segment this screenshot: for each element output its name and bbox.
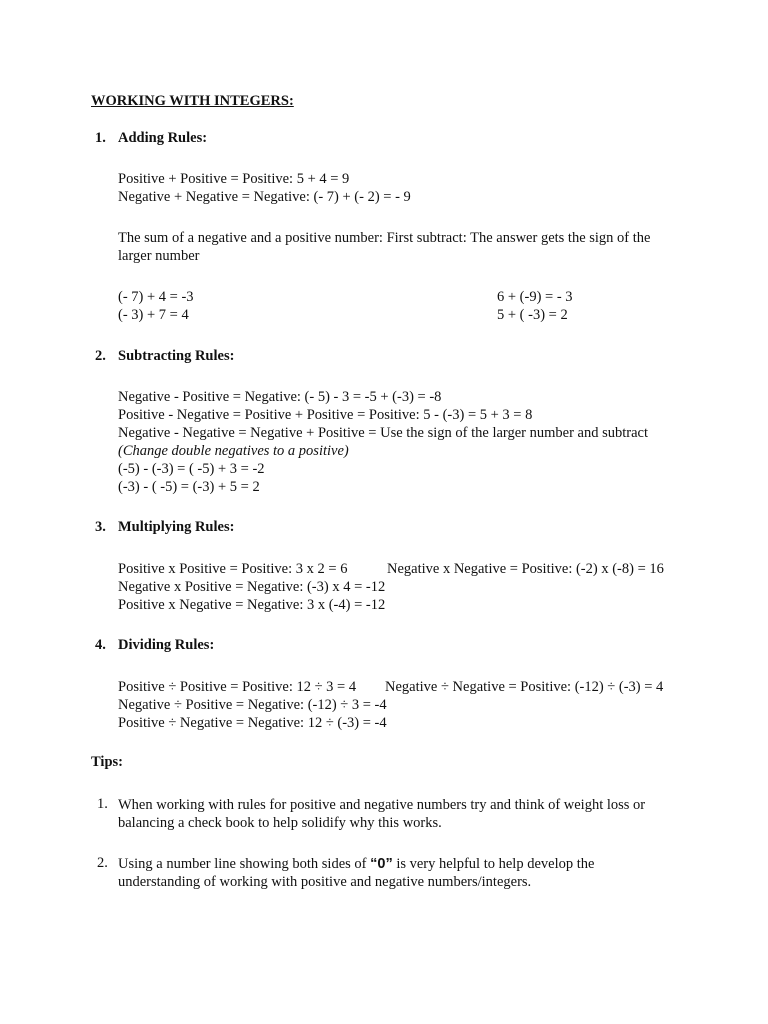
dividing-rule-1b: Negative ÷ Negative = Positive: (-12) ÷ (-3) = 4 bbox=[385, 679, 664, 695]
multiplying-rule-2: Negative x Positive = Negative: (-3) x 4 = -12 bbox=[118, 579, 386, 595]
adding-example-left-1: (- 7) + 4 = -3 bbox=[118, 289, 194, 305]
adding-rules-number: 1. bbox=[95, 130, 106, 146]
adding-example-right-1: 6 + (-9) = - 3 bbox=[497, 289, 573, 305]
subtracting-rules-title: Subtracting Rules: bbox=[118, 348, 235, 364]
subtracting-example-2: (-3) - ( -5) = (-3) + 5 = 2 bbox=[118, 479, 260, 495]
dividing-rules-title: Dividing Rules: bbox=[118, 637, 215, 653]
adding-rules-heading bbox=[95, 130, 207, 147]
adding-example-right-2: 5 + ( -3) = 2 bbox=[497, 307, 568, 323]
subtracting-rules-number: 2. bbox=[95, 348, 106, 364]
multiplying-rule-1: Positive x Positive = Positive: 3 x 2 = 6 bbox=[118, 561, 348, 577]
multiplying-rule-3: Positive x Negative = Negative: 3 x (-4) = -12 bbox=[118, 597, 386, 613]
tip-2-text-start: Using a number line showing both sides of bbox=[118, 856, 371, 872]
adding-rule-positive: Positive + Positive = Positive: 5 + 4 = 9 bbox=[118, 171, 350, 187]
adding-rule-negative: Negative + Negative = Negative: (- 7) + (- 2) = - 9 bbox=[118, 189, 411, 205]
subtracting-rules-heading bbox=[95, 348, 234, 365]
tips-heading: Tips: bbox=[91, 754, 123, 770]
page-title: WORKING WITH INTEGERS: bbox=[91, 93, 294, 109]
multiplying-rule-1b: Negative x Negative = Positive: (-2) x (-8) = 16 bbox=[387, 561, 664, 577]
tip-2-number: 2. bbox=[97, 855, 108, 871]
subtracting-rule-1: Negative - Positive = Negative: (- 5) - 3 = -5 + (-3) = -8 bbox=[118, 389, 442, 405]
adding-example-left-2: (- 3) + 7 = 4 bbox=[118, 307, 189, 323]
tip-2-text-end: is very helpful to help develop the understanding of working with positive and negative numbers/integers. bbox=[118, 856, 595, 890]
subtracting-example-1: (-5) - (-3) = ( -5) + 3 = -2 bbox=[118, 461, 265, 477]
adding-rules-title: Adding Rules: bbox=[118, 130, 208, 146]
dividing-rules-number: 4. bbox=[95, 637, 106, 653]
dividing-rule-1: Positive ÷ Positive = Positive: 12 ÷ 3 = 4 bbox=[118, 679, 357, 695]
multiplying-rules-number: 3. bbox=[95, 519, 106, 535]
subtracting-rule-2: Positive - Negative = Positive + Positive = Positive: 5 - (-3) = 5 + 3 = 8 bbox=[118, 407, 533, 423]
subtracting-note: (Change double negatives to a positive) bbox=[118, 443, 349, 459]
multiplying-rules-heading bbox=[95, 519, 234, 536]
tip-1-text: When working with rules for positive and negative numbers try and think of weight loss or balancing a check book to help solidify why this works. bbox=[118, 797, 646, 831]
dividing-rule-3: Positive ÷ Negative = Negative: 12 ÷ (-3) = -4 bbox=[118, 715, 387, 731]
tip-1-number: 1. bbox=[97, 796, 108, 812]
dividing-rules-heading bbox=[95, 637, 214, 654]
adding-sum-rule: The sum of a negative and a positive number: First subtract: The answer gets the sign of the larger number bbox=[118, 230, 651, 264]
tip-2-zero: “0” bbox=[370, 856, 393, 872]
multiplying-rules-title: Multiplying Rules: bbox=[118, 519, 235, 535]
dividing-rule-2: Negative ÷ Positive = Negative: (-12) ÷ 3 = -4 bbox=[118, 697, 387, 713]
subtracting-rule-3: Negative - Negative = Negative + Positive = Use the sign of the larger number and subtract bbox=[118, 425, 649, 441]
tip-2-text bbox=[118, 855, 678, 891]
